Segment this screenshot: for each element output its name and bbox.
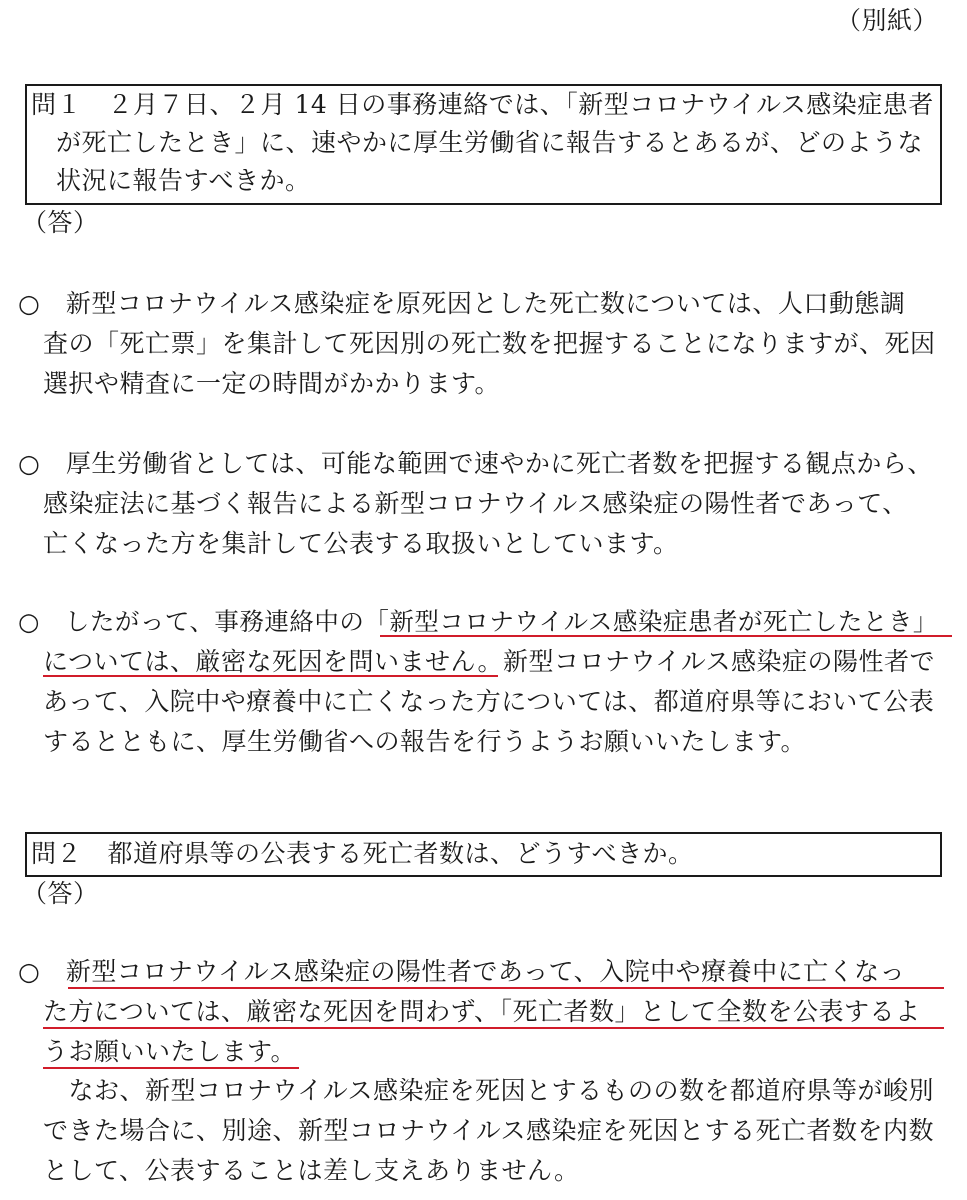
question-1-line-2: が死亡したとき」に、速やかに厚生労働省に報告するとあるが、どのような bbox=[56, 128, 924, 157]
answer-2-para-2-line-2: できた場合に、別途、新型コロナウイルス感染症を死因とする死亡者数を内数 bbox=[43, 1116, 935, 1145]
answer-2-para-2-line-3: として、公表することは差し支えありません。 bbox=[43, 1156, 580, 1185]
highlight-underline bbox=[68, 987, 944, 989]
answer-2-para-1-line-1: ○ 新型コロナウイルス感染症の陽性者であって、入院中や療養中に亡くなっ bbox=[18, 957, 906, 986]
highlight-underline bbox=[380, 635, 952, 637]
attachment-label: （別紙） bbox=[836, 6, 939, 35]
answer-2-para-1-line-3: うお願いいたします。 bbox=[43, 1037, 297, 1066]
answer-1-para-2-line-3: 亡くなった方を集計して公表する取扱いとしています。 bbox=[43, 529, 679, 558]
answer-1-para-1-line-1: ○ 新型コロナウイルス感染症を原死因とした死亡数については、人口動態調 bbox=[18, 289, 906, 318]
answer-1-para-1-line-2: 査の「死亡票」を集計して死因別の死亡数を把握することになりますが、死因 bbox=[43, 329, 936, 358]
answer-1-label: （答） bbox=[22, 208, 99, 237]
answer-2-para-1-line-2: た方については、厳密な死因を問わず、「死亡者数」として全数を公表するよ bbox=[43, 997, 921, 1026]
answer-1-para-1-line-3: 選択や精査に一定の時間がかかります。 bbox=[43, 369, 501, 398]
answer-1-para-3-line-2: については、厳密な死因を問いません。新型コロナウイルス感染症の陽性者で bbox=[43, 647, 936, 676]
answer-2-para-2-line-1: なお、新型コロナウイルス感染症を死因とするものの数を都道府県等が峻別 bbox=[43, 1076, 935, 1105]
question-1-line-1: 問１ ２月７日、２月 14 日の事務連絡では、「新型コロナウイルス感染症患者 bbox=[31, 90, 934, 119]
answer-1-para-3-line-4: するとともに、厚生労働省への報告を行うようお願いいたします。 bbox=[43, 727, 807, 756]
answer-1-para-3-line-1: ○ したがって、事務連絡中の「新型コロナウイルス感染症患者が死亡したとき」 bbox=[18, 607, 938, 636]
question-2-text: 問２ 都道府県等の公表する死亡者数は、どうすべきか。 bbox=[31, 839, 694, 868]
highlight-underline bbox=[43, 1067, 299, 1069]
question-1-line-3: 状況に報告すべきか。 bbox=[56, 166, 311, 195]
answer-1-para-3-line-3: あって、入院中や療養中に亡くなった方については、都道府県等において公表 bbox=[43, 687, 935, 716]
answer-2-label: （答） bbox=[22, 879, 99, 908]
highlight-underline bbox=[43, 1027, 944, 1029]
answer-1-para-2-line-1: ○ 厚生労働省としては、可能な範囲で速やかに死亡者数を把握する観点から、 bbox=[18, 449, 933, 478]
answer-1-para-2-line-2: 感染症法に基づく報告による新型コロナウイルス感染症の陽性者であって、 bbox=[43, 489, 908, 518]
highlight-underline bbox=[43, 675, 498, 677]
